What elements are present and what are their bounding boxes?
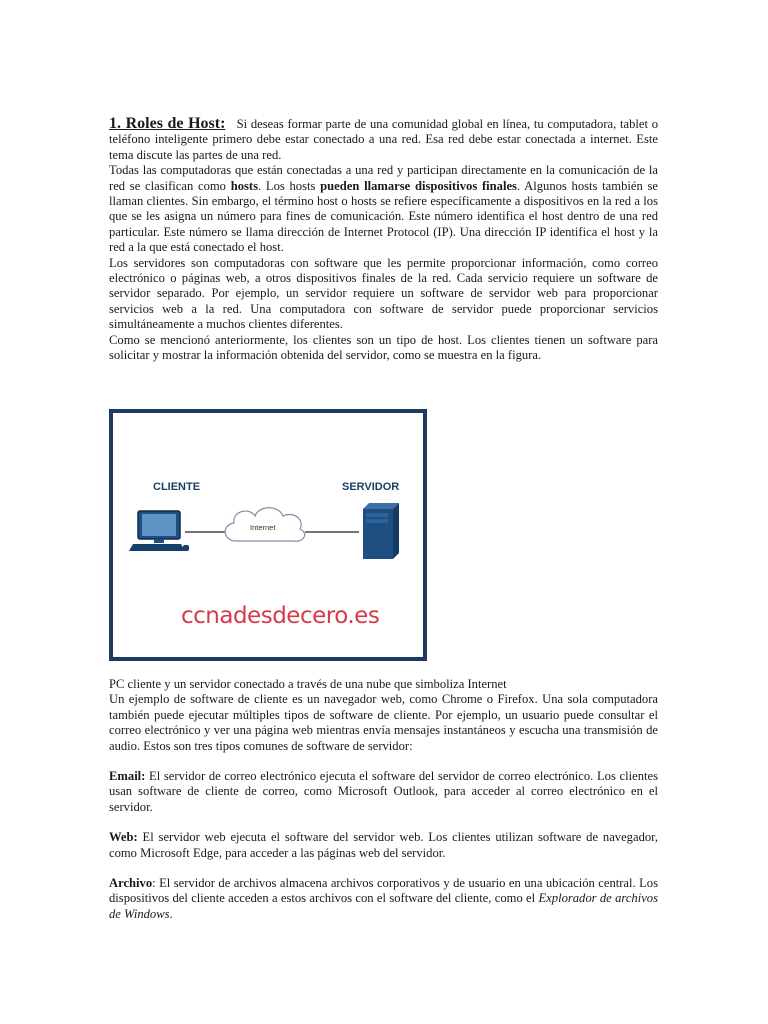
server-type-file: [109, 876, 658, 922]
figure-caption: PC cliente y un servidor conectado a través de una nube que simboliza Internet: [109, 677, 507, 691]
paragraph-clients: Como se mencionó anteriormente, los clientes son un tipo de host. Los clientes tienen un software para solicitar y mostrar la información obtenida del servidor, como se muestra en la figura.: [109, 332, 658, 363]
text-block-bottom: [109, 677, 658, 922]
section-heading: 1. Roles de Host:: [109, 115, 226, 132]
text-block-top: [109, 116, 658, 364]
client-label: CLIENTE: [153, 481, 201, 493]
watermark-text: ccnadesdecero.es: [181, 603, 380, 629]
term-file: Archivo: [109, 876, 153, 891]
intro-text: Si deseas formar parte de una comunidad global en línea, tu computadora, tablet o teléfono inteligente primero debe estar conectado a una red. Esa red debe estar conectada a internet. Este tema discute las partes de una red.: [109, 117, 658, 162]
term-web: Web:: [109, 830, 138, 845]
term-hosts: hosts: [230, 178, 259, 193]
web-description: El servidor web ejecuta el software del servidor web. Los clientes utilizan software de navegador, como Microsoft Edge, para acceder a las páginas web del servidor.: [109, 830, 658, 860]
file-explorer-name: Explorador de archivos de Windows: [109, 891, 658, 921]
paragraph-client-software: Un ejemplo de software de cliente es un navegador web, como Chrome o Firefox. Una sola computadora también puede ejecutar múltiples tipos de software de cliente. Por ejemplo, un usuario puede consultar el correo electrónico y ver una página web mientras envía mensajes instantáneos y escucha una transmisión de audio. Estos son tres tipos comunes de software de servidor:: [109, 692, 658, 753]
paragraph-intro: [109, 116, 658, 163]
paragraph-hosts-text-e: . Algunos hosts también se llaman clientes. Sin embargo, el término host o hosts se refiere específicamente a dispositivos en la red a los que se les asigna un número para fines de comunicación. Este número identifica el host dentro de una red particular. Este número se llama dirección de Internet Protocol (IP). Una dirección IP identifica el host y la red a la que está conectado el host.: [109, 178, 658, 255]
cloud-label: Internet: [250, 523, 276, 532]
paragraph-hosts-text-a: Todas las computadoras que están conectadas a una red y participan directamente en la comunicación de la red se clasifican como: [109, 163, 658, 193]
network-figure: [109, 409, 427, 661]
server-icon: [363, 503, 399, 559]
server-type-email: [109, 769, 658, 815]
server-type-web: [109, 830, 658, 861]
term-email: Email:: [109, 769, 146, 784]
email-description: El servidor de correo electrónico ejecuta el software del servidor de correo electrónico. Los clientes usan software de cliente de correo, como Microsoft Outlook, para acceder al correo electrónico en el servidor.: [109, 769, 658, 814]
server-label: SERVIDOR: [342, 481, 400, 493]
file-description: : El servidor de archivos almacena archivos corporativos y de usuario en una ubicación central. Los dispositivos del cliente acceden a estos archivos con el software del cliente, como el: [109, 876, 658, 906]
file-description-end: .: [169, 906, 173, 921]
paragraph-servers: Los servidores son computadoras con software que les permite proporcionar información, como correo electrónico o páginas web, a otros dispositivos finales de la red. Cada servicio requiere un software de servidor separado. Por ejemplo, un servidor requiere un software de servidor web para proporcionar servicios web a la red. Una computadora con software de servidor puede proporcionar servicios simultáneamente a muchos clientes diferentes.: [109, 255, 658, 332]
paragraph-hosts-text-c: . Los hosts: [258, 178, 321, 193]
paragraph-hosts: [109, 163, 658, 255]
pc-icon: [129, 511, 189, 551]
term-end-devices: pueden llamarse dispositivos finales: [320, 178, 517, 193]
